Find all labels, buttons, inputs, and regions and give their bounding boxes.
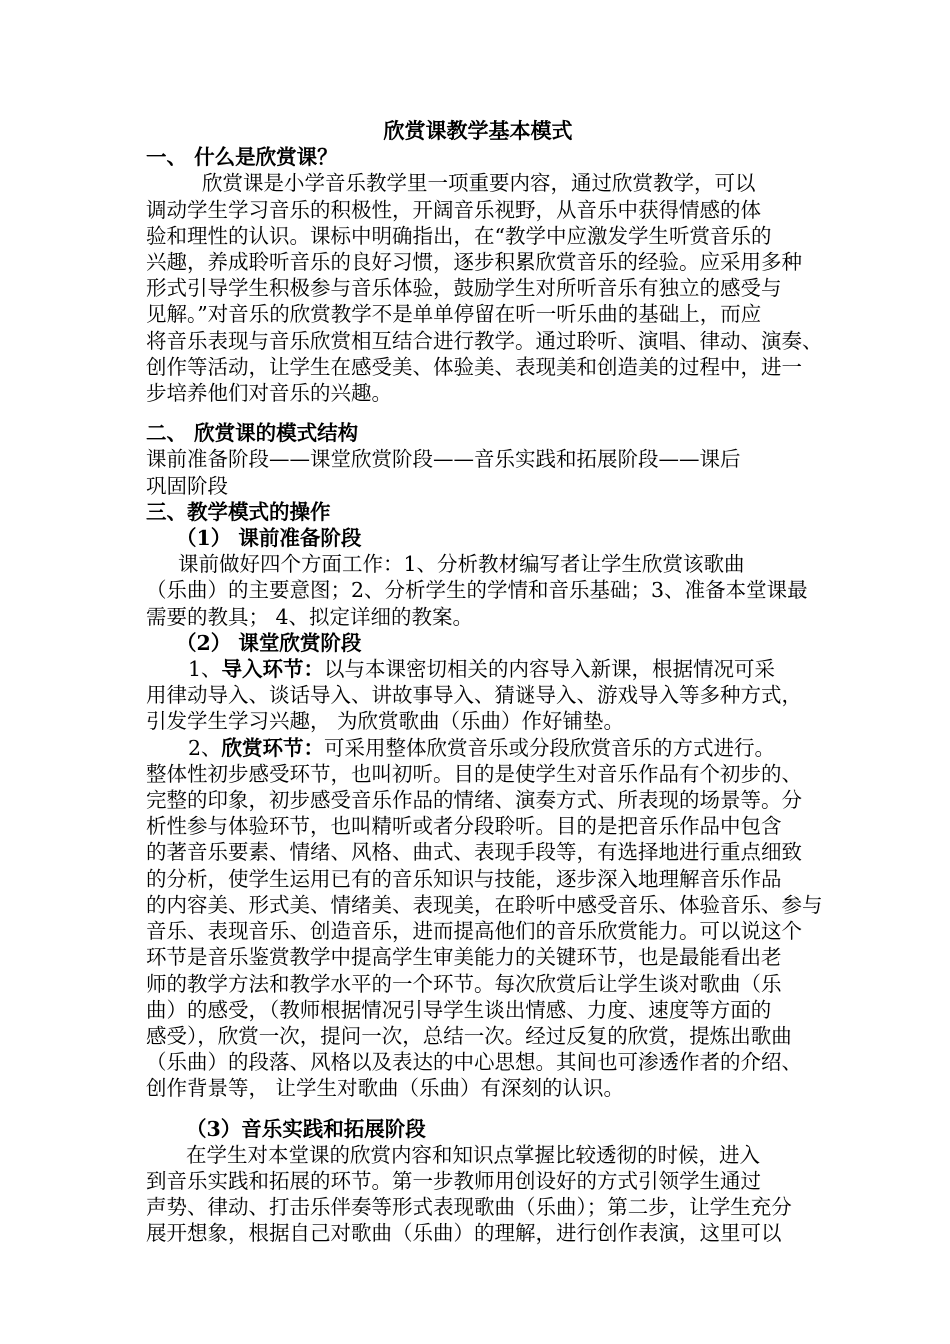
- text-line: 在学生对本堂课的欣赏内容和知识点掌握比较透彻的时候，进入: [186, 1142, 760, 1167]
- subsection-1-paragraph: [146, 551, 810, 630]
- text-line: 的分析，使学生运用已有的音乐知识与技能，逐步深入地理解音乐作品: [146, 866, 782, 891]
- section-2-paragraph: [146, 446, 810, 498]
- text-line: 课前做好四个方面工作：1、分析教材编写者让学生欣赏该歌曲: [178, 552, 745, 577]
- step-text: 以与本课密切相关的内容导入新课，根据情况可采: [324, 657, 776, 682]
- text-line: 欣赏课是小学音乐教学里一项重要内容，通过欣赏教学，可以: [202, 171, 756, 196]
- section-1-paragraph: [146, 170, 823, 406]
- text-line: 调动学生学习音乐的积极性，开阔音乐视野，从音乐中获得情感的体: [146, 197, 761, 222]
- text-line: 展开想象，根据自己对歌曲（乐曲）的理解，进行创作表演，这里可以: [146, 1221, 782, 1246]
- text-line: 创作背景等， 让学生对歌曲（乐曲）有深刻的认识。: [146, 1076, 625, 1101]
- subsection-2-heading: （2） 课堂欣赏阶段: [176, 630, 362, 655]
- text-line: 需要的教具； 4、拟定详细的教案。: [146, 604, 474, 629]
- step-text: 可采用整体欣赏音乐或分段欣赏音乐的方式进行。: [324, 735, 776, 760]
- intro-step-paragraph: [146, 656, 810, 735]
- section-3-heading: 三、教学模式的操作: [146, 499, 331, 524]
- text-line: 析性参与体验环节，也叫精听或者分段聆听。目的是把音乐作品中包含: [146, 814, 782, 839]
- text-line: 完整的印象，初步感受音乐作品的情绪、演奏方式、所表现的场景等。分: [146, 788, 802, 813]
- text-line: [146, 735, 810, 761]
- text-line: 见解。”对音乐的欣赏教学不是单单停留在听一听乐曲的基础上，而应: [146, 302, 762, 327]
- subsection-1-heading: （1） 课前准备阶段: [176, 526, 362, 551]
- text-line: （乐曲）的段落、风格以及表达的中心思想。其间也可渗透作者的介绍、: [146, 1050, 802, 1075]
- text-line: 巩固阶段: [146, 473, 228, 498]
- step-number: 2、: [188, 735, 222, 760]
- text-line: 声势、律动、打击乐伴奏等形式表现歌曲（乐曲）；第二步，让学生充分: [146, 1195, 792, 1220]
- text-line: 音乐、表现音乐、创造音乐，进而提高他们的音乐欣赏能力。可以说这个: [146, 919, 802, 944]
- text-line: 将音乐表现与音乐欣赏相互结合进行教学。通过聆听、演唱、律动、演奏、: [146, 328, 823, 353]
- text-line: 师的教学方法和教学水平的一个环节。每次欣赏后让学生谈对歌曲（乐: [146, 971, 782, 996]
- text-line: 的内容美、形式美、情绪美、表现美，在聆听中感受音乐、体验音乐、参与: [146, 892, 823, 917]
- step-label: 欣赏环节：: [221, 735, 325, 760]
- text-line: 整体性初步感受环节，也叫初听。目的是使学生对音乐作品有个初步的、: [146, 761, 802, 786]
- text-line: 课前准备阶段——课堂欣赏阶段——音乐实践和拓展阶段——课后: [146, 447, 741, 472]
- appreciation-step-paragraph: [146, 735, 823, 1102]
- text-line: 引发学生学习兴趣， 为欣赏歌曲（乐曲）作好铺垫。: [146, 709, 625, 734]
- text-line: 感受），欣赏一次，提问一次，总结一次。经过反复的欣赏，提炼出歌曲: [146, 1023, 792, 1048]
- spacer: [146, 406, 810, 420]
- text-line: 用律动导入、谈话导入、讲故事导入、猜谜导入、游戏导入等多种方式，: [146, 683, 802, 708]
- spacer: [146, 1102, 810, 1116]
- section-2-heading: 二、 欣赏课的模式结构: [146, 421, 359, 446]
- step-label: 导入环节：: [221, 657, 325, 682]
- section-1-heading: 一、 什么是欣赏课？: [146, 145, 338, 170]
- subsection-3-heading: （3）音乐实践和拓展阶段: [186, 1116, 426, 1141]
- page-title: 欣赏课教学基本模式: [383, 118, 573, 143]
- text-line: 到音乐实践和拓展的环节。第一步教师用创设好的方式引领学生通过: [146, 1168, 761, 1193]
- step-number: 1、: [188, 657, 222, 682]
- document-body: [146, 118, 823, 1247]
- text-line: （乐曲）的主要意图；2、分析学生的学情和音乐基础；3、准备本堂课最: [146, 578, 808, 603]
- text-line: 创作等活动，让学生在感受美、体验美、表现美和创造美的过程中，进一: [146, 354, 802, 379]
- text-line: [146, 656, 810, 682]
- subsection-3-paragraph: [146, 1142, 810, 1247]
- text-line: 曲）的感受，（教师根据情况引导学生谈出情感、力度、速度等方面的: [146, 997, 772, 1022]
- text-line: 验和理性的认识。课标中明确指出，在“教学中应激发学生听赏音乐的: [146, 223, 772, 248]
- text-line: 的著音乐要素、情绪、风格、曲式、表现手段等，有选择地进行重点细致: [146, 840, 802, 865]
- text-line: 步培养他们对音乐的兴趣。: [146, 381, 392, 406]
- text-line: 兴趣，养成聆听音乐的良好习惯，逐步积累欣赏音乐的经验。应采用多种: [146, 250, 802, 275]
- text-line: 环节是音乐鉴赏教学中提高学生审美能力的关键环节，也是最能看出老: [146, 945, 782, 970]
- text-line: 形式引导学生积极参与音乐体验，鼓励学生对所听音乐有独立的感受与: [146, 276, 782, 301]
